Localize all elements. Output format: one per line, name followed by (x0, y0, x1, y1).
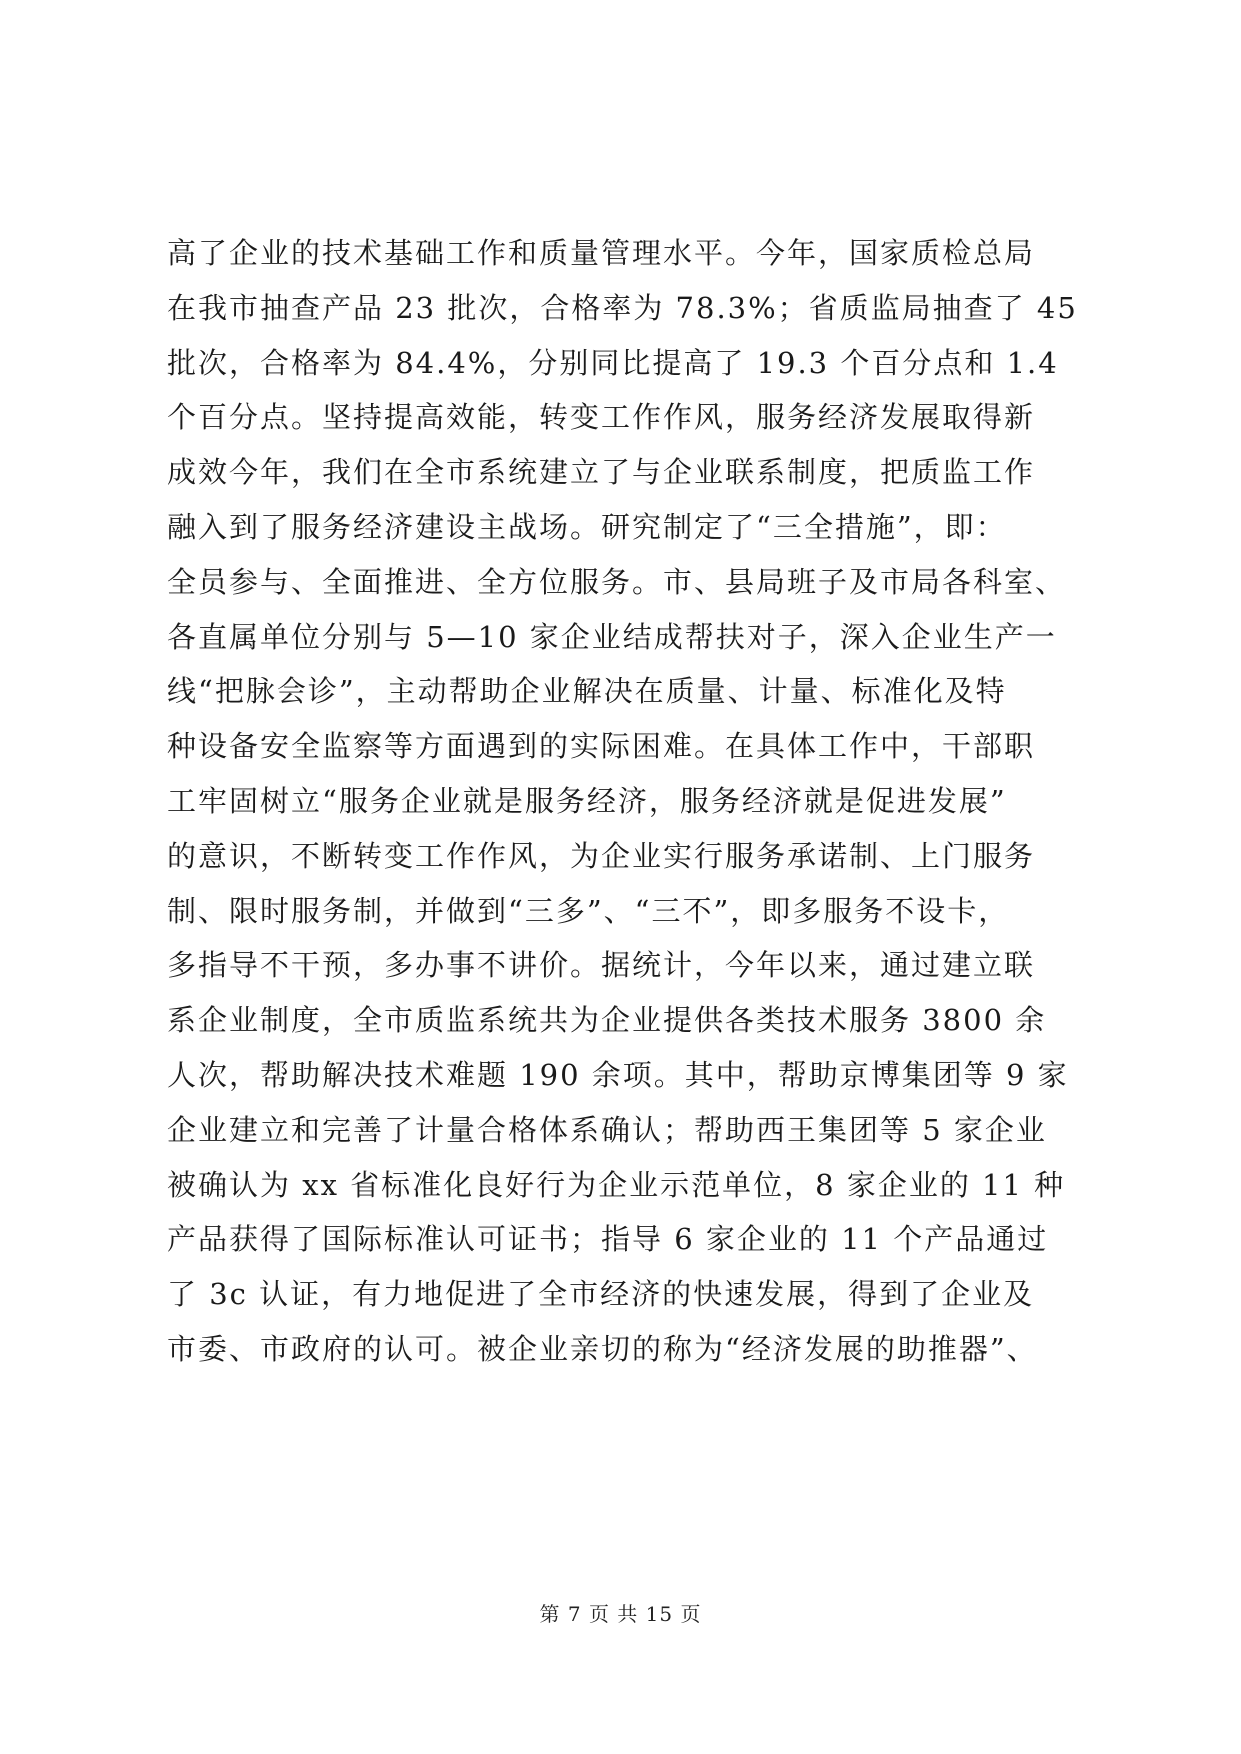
text-line: 种设备安全监察等方面遇到的实际困难。在具体工作中，干部职 (167, 729, 1036, 764)
text-line: 融入到了服务经济建设主战场。研究制定了“三全措施”，即： (167, 509, 1007, 544)
text-line: 被确认为 xx 省标准化良好行为企业示范单位，8 家企业的 11 种 (167, 1167, 1066, 1202)
text-line: 成效今年，我们在全市系统建立了与企业联系制度，把质监工作 (167, 455, 1036, 490)
text-line: 的意识，不断转变工作作风，为企业实行服务承诺制、上门服务 (167, 838, 1036, 873)
text-line: 制、限时服务制，并做到“三多”、“三不”，即多服务不设卡， (167, 893, 1010, 928)
text-line: 全员参与、全面推进、全方位服务。市、县局班子及市局各科室、 (167, 564, 1067, 599)
text-line: 各直属单位分别与 5—10 家企业结成帮扶对子，深入企业生产一 (167, 619, 1057, 654)
text-line: 市委、市政府的认可。被企业亲切的称为“经济发展的助推器”、 (167, 1331, 1038, 1366)
text-line: 批次，合格率为 84.4%，分别同比提高了 19.3 个百分点和 1.4 (167, 345, 1059, 380)
text-line: 了 3c 认证，有力地促进了全市经济的快速发展，得到了企业及 (167, 1277, 1035, 1312)
text-line: 个百分点。坚持提高效能，转变工作作风，服务经济发展取得新 (167, 400, 1036, 435)
text-line: 人次，帮助解决技术难题 190 余项。其中，帮助京博集团等 9 家 (167, 1057, 1069, 1092)
text-line: 线“把脉会诊”，主动帮助企业解决在质量、计量、标准化及特 (167, 674, 1007, 709)
text-line: 企业建立和完善了计量合格体系确认；帮助西王集团等 5 家企业 (167, 1112, 1047, 1147)
page-number-footer: 第 7 页 共 15 页 (539, 1602, 702, 1626)
text-line: 多指导不干预，多办事不讲价。据统计，今年以来，通过建立联 (167, 948, 1036, 983)
body-text (167, 226, 1087, 1377)
text-line: 高了企业的技术基础工作和质量管理水平。今年，国家质检总局 (167, 236, 1036, 270)
text-line: 系企业制度，全市质监系统共为企业提供各类技术服务 3800 余 (167, 1003, 1047, 1038)
text-line: 在我市抽查产品 23 批次，合格率为 78.3%；省质监局抽查了 45 (167, 290, 1078, 325)
text-line: 工牢固树立“服务企业就是服务经济，服务经济就是促进发展” (167, 783, 1007, 818)
text-line: 产品获得了国际标准认可证书；指导 6 家企业的 11 个产品通过 (167, 1222, 1049, 1257)
